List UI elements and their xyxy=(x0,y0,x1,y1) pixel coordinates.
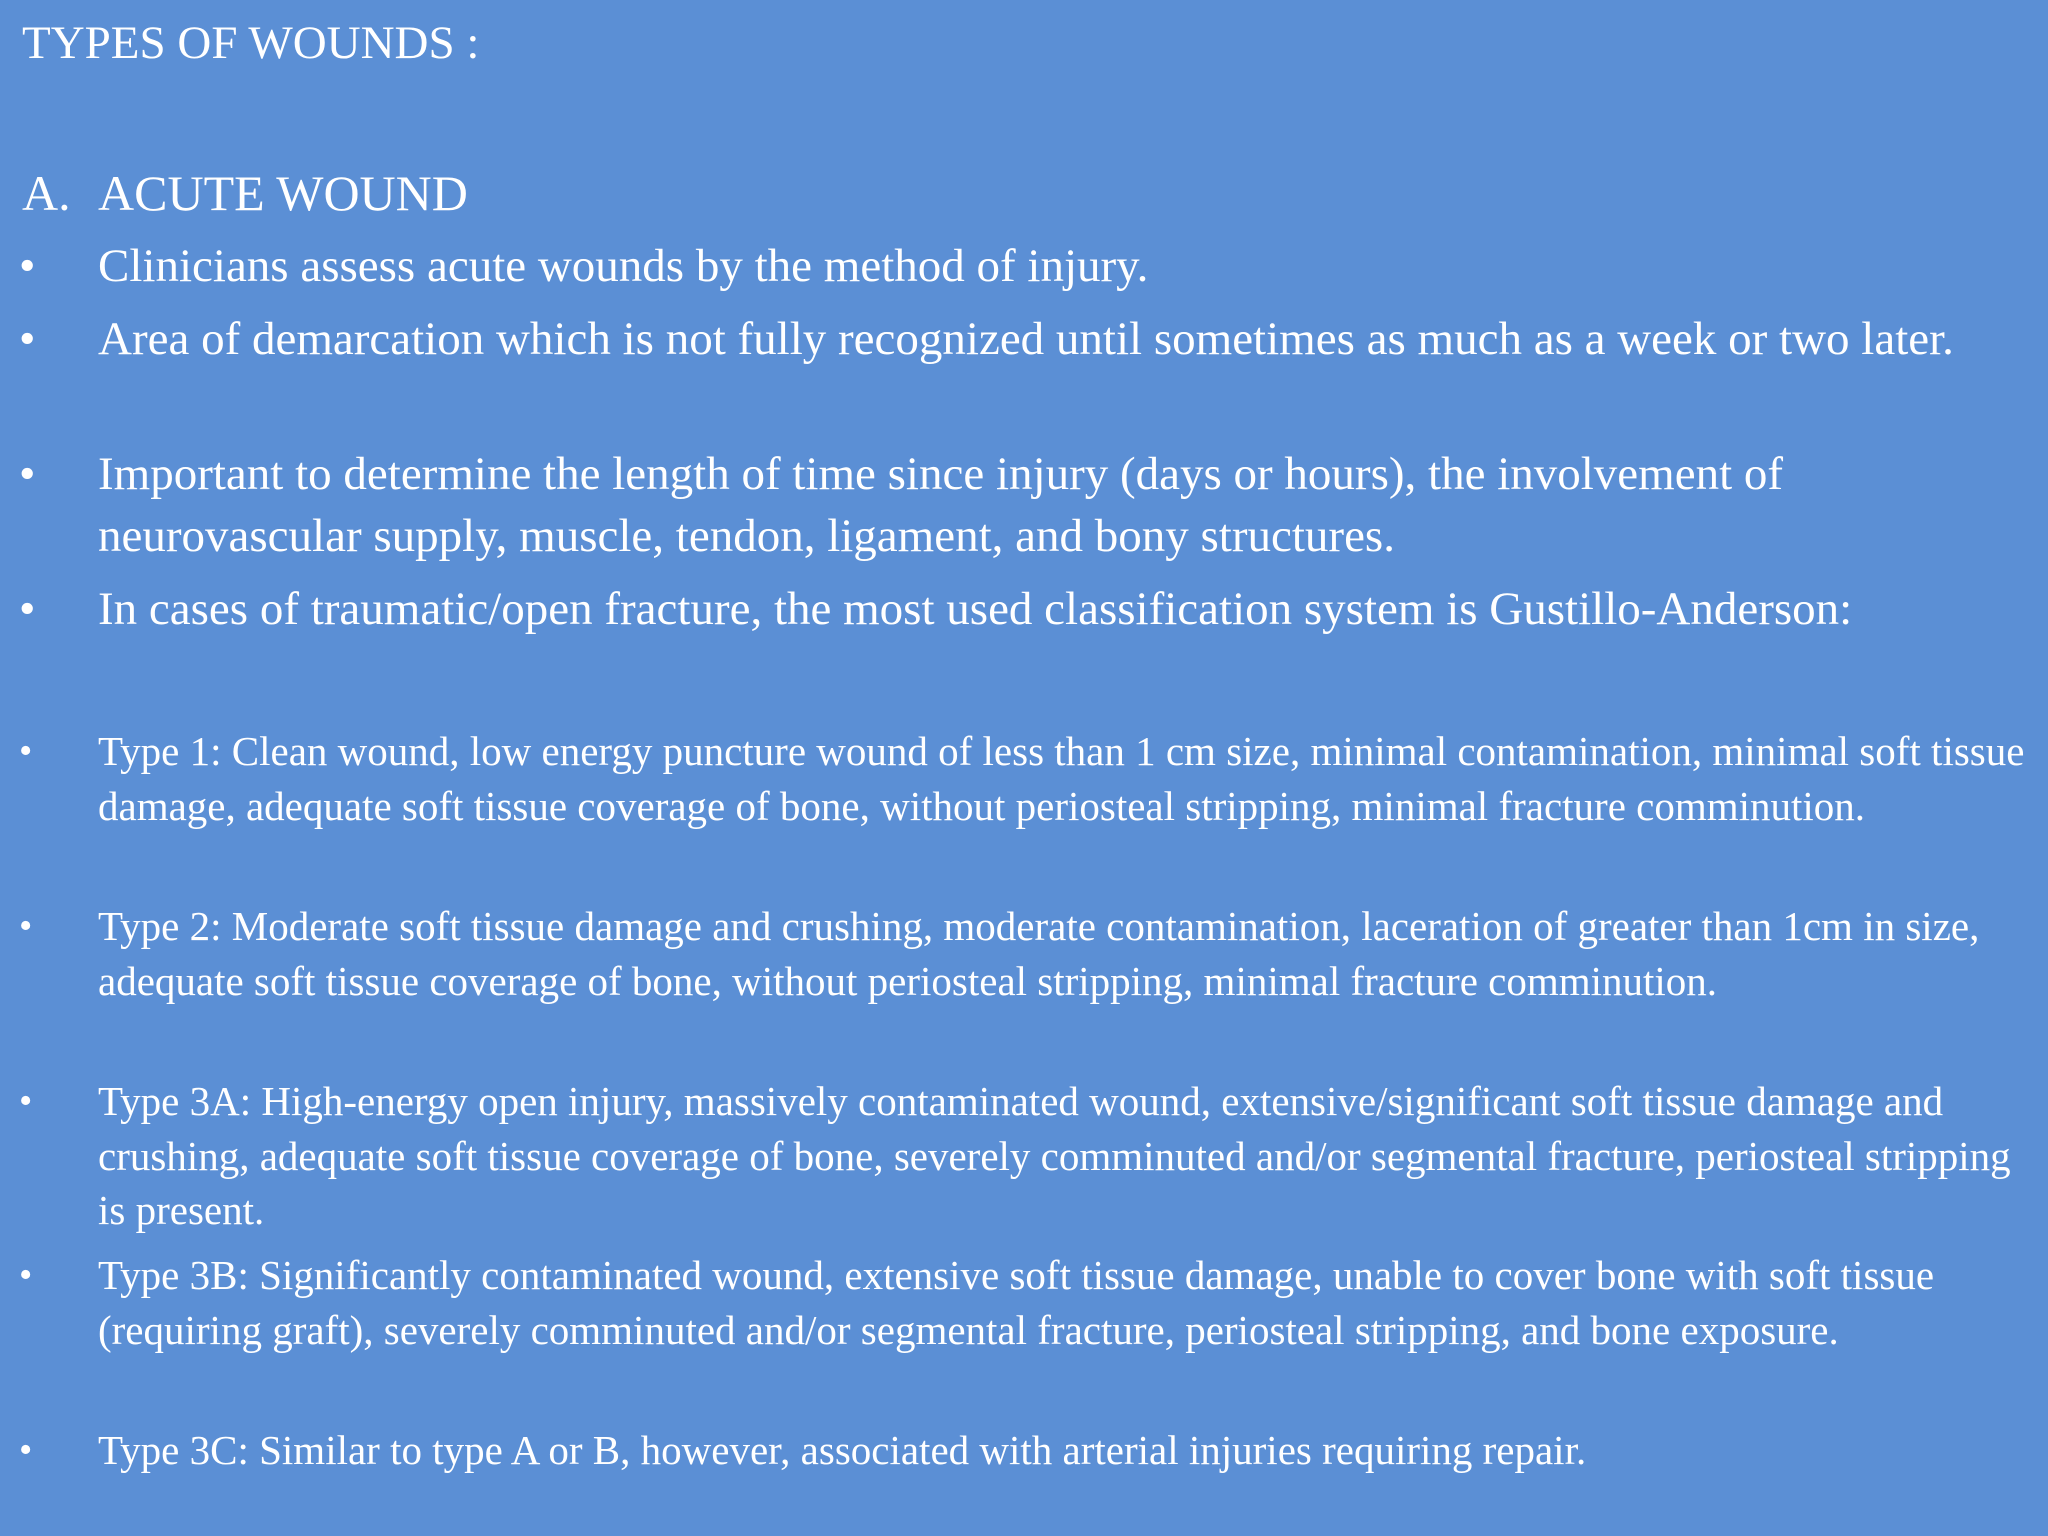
type-text: Type 3C: Similar to type A or B, however, associated with arterial injuries requiring repair. xyxy=(98,1427,1587,1473)
bullet-text: Clinicians assess acute wounds by the method of injury. xyxy=(98,240,1149,292)
type-text: Type 3B: Significantly contaminated wound, extensive soft tissue damage, unable to cover bone with soft tissue (requiring graft), severely comminuted and/or segmental fracture, periosteal stripping, and bone exposure. xyxy=(98,1252,1935,1353)
bullet-dot: • xyxy=(19,905,33,947)
section-heading xyxy=(22,162,468,224)
bullet-dot: • xyxy=(19,1429,33,1471)
bullet-text: Important to determine the length of time since injury (days or hours), the involvement of neurovascular supply, muscle, tendon, ligament, and bony structures. xyxy=(98,448,1784,562)
bullet-dot: • xyxy=(19,240,36,292)
bullet-item xyxy=(19,578,2028,640)
type-item xyxy=(19,1248,2028,1357)
bullet-dot: • xyxy=(19,448,36,500)
section-marker: A. xyxy=(22,165,71,221)
bullet-item xyxy=(19,443,2028,567)
type-text: Type 1: Clean wound, low energy puncture wound of less than 1 cm size, minimal contamination, minimal soft tissue damage, adequate soft tissue coverage of bone, without periosteal stripping, minimal fracture comminution. xyxy=(98,728,2025,829)
type-item xyxy=(19,1074,2028,1238)
type-item xyxy=(19,724,2028,833)
bullet-item xyxy=(19,308,2028,370)
type-item xyxy=(19,899,2028,1008)
bullet-dot: • xyxy=(19,1254,33,1296)
type-text: Type 2: Moderate soft tissue damage and crushing, moderate contamination, laceration of greater than 1cm in size, adequate soft tissue coverage of bone, without periosteal stripping, minimal fracture comminution. xyxy=(98,903,1980,1004)
bullet-dot: • xyxy=(19,313,36,365)
bullet-text: In cases of traumatic/open fracture, the most used classification system is Gustillo-Anderson: xyxy=(98,583,1853,635)
bullet-item xyxy=(19,235,2028,297)
bullet-dot: • xyxy=(19,730,33,772)
slide-title: TYPES OF WOUNDS : xyxy=(22,17,480,69)
bullet-dot: • xyxy=(19,583,36,635)
section-heading-text: ACUTE WOUND xyxy=(98,165,468,221)
bullet-dot: • xyxy=(19,1080,33,1122)
type-item xyxy=(19,1423,2028,1478)
type-text: Type 3A: High-energy open injury, massively contaminated wound, extensive/significant soft tissue damage and crushing, adequate soft tissue coverage of bone, severely comminuted and/or segmental fracture, periosteal stripping is present. xyxy=(98,1078,2011,1233)
bullet-text: Area of demarcation which is not fully recognized until sometimes as much as a week or two later. xyxy=(98,313,1954,365)
